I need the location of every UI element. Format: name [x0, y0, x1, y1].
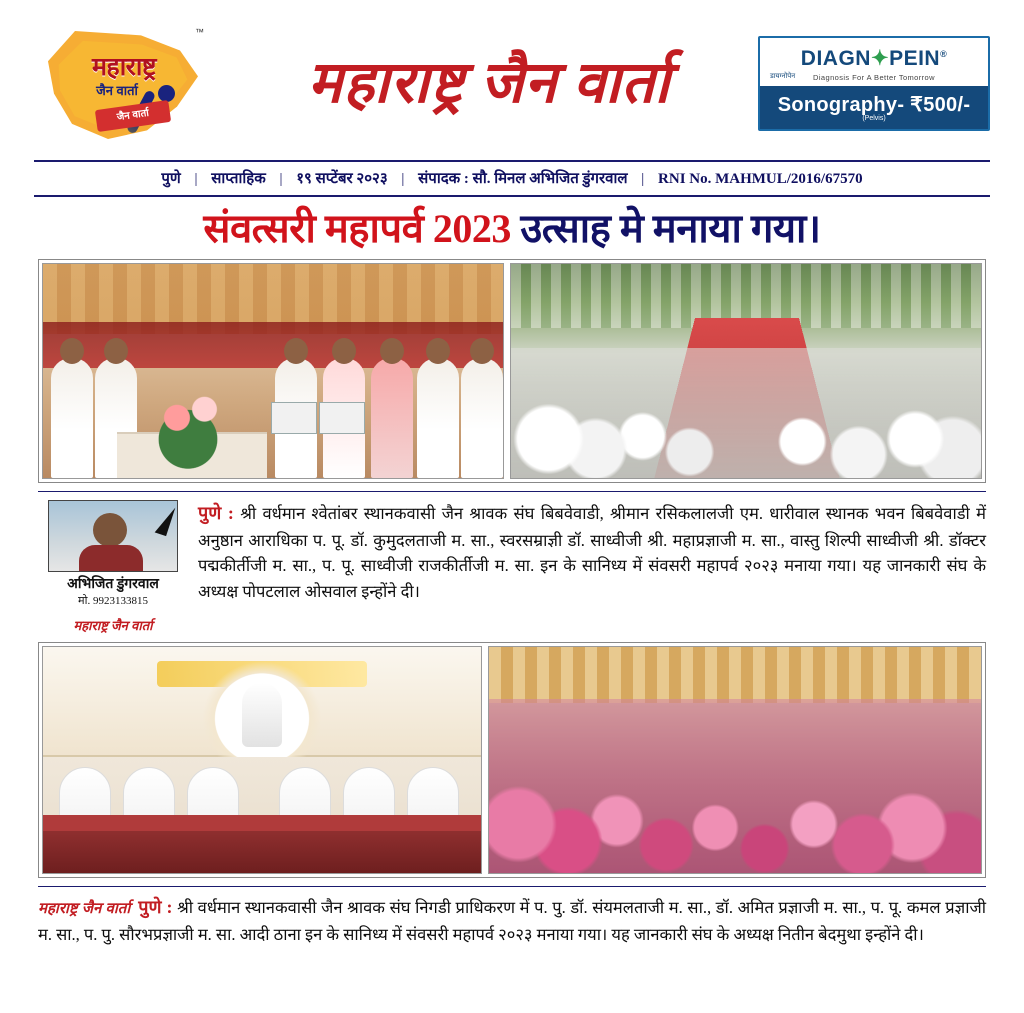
photo-row-top — [38, 259, 986, 483]
article-two-text: श्री वर्धमान स्थानकवासी जैन श्रावक संघ निगडी प्राधिकरण में प. पु. डॉ. संयमलताजी म. सा., डॉ. अमित प्रज्ञाजी म. सा., प. पू. कमल प्रज्ञाजी म. सा., प. पु. सौरभप्रज्ञाजी म. सा. आदी ठाना इन के सानिध्य में संवसरी महापर्व २०२३ मनाया गया। यह जानकारी संघ के अध्यक्ष नितीन बेदमुथा इन्होंने दी। — [38, 898, 986, 944]
info-rni: RNI No. MAHMUL/2016/67570 — [658, 171, 863, 187]
article-two — [38, 886, 986, 947]
byline-paper-name: महाराष्ट्र जैन वार्ता — [73, 618, 153, 633]
registered-mark-icon: ® — [940, 48, 948, 59]
leaf-icon: ✦ — [870, 46, 890, 70]
info-bar — [34, 160, 990, 197]
article-two-dateline: पुणे : — [138, 897, 173, 917]
article-one-text: श्री वर्धमान श्वेतांबर स्थानकवासी जैन श्रावक संघ बिबवेवाडी, श्रीमान रसिकलालजी एम. धारीवाल स्थानक भवन बिबवेवाडी में अनुष्ठान आराधिका प. पू. डॉ. कुमुदलताजी म. सा., स्वरसम्राज्ञी डॉ. साध्वीजी श्री. महाप्रज्ञाजी म. सा., वास्तु शिल्पी साध्वीजी श्री. डॉक्टर पद्मकीर्तीजी म. सा., प. पू. साध्वीजी राजकीर्तीजी म. सा. इन के सानिध्य में संवसरी महापर्व २०२३ मनाया गया। यह जानकारी संघ के अध्यक्ष पोपटलाल ओसवाल इन्होंने दी। — [198, 504, 987, 602]
sadhvis-on-stage-photo — [42, 646, 482, 874]
headline-blue-part: उत्साह मे मनाया गया। — [520, 206, 821, 251]
ad-offer-note: (Pelvis) — [862, 114, 886, 122]
article-two-paper-name: महाराष्ट्र जैन वार्ता — [38, 901, 131, 917]
ad-brand-prefix: DIAGN — [800, 46, 871, 70]
ad-brand-suffix: PEIN — [889, 46, 941, 70]
article-one-body — [198, 500, 986, 634]
main-headline — [34, 207, 990, 251]
byline-card — [38, 500, 188, 634]
pen-nib-icon — [155, 504, 176, 536]
logo-brand-main: महाराष्ट्र — [91, 53, 156, 81]
divider: | — [279, 171, 283, 187]
logo-ribbon: जैन वार्ता — [95, 100, 171, 132]
women-devotees-crowd-photo — [488, 646, 982, 874]
info-date: १९ सप्टेंबर २०२३ — [296, 171, 388, 187]
headline-red-part: संवत्सरी महापर्व 2023 — [203, 206, 511, 251]
photo-row-bottom — [38, 642, 986, 878]
logo-brand-sub: जैन वार्ता — [96, 83, 138, 98]
advertisement-banner[interactable] — [758, 36, 990, 131]
publication-logo — [40, 23, 210, 143]
ad-offer-text: Sonography- ₹500/- — [777, 93, 971, 116]
stage-felicitation-group-photo — [42, 263, 504, 479]
ad-offer-section — [760, 86, 988, 129]
article-one — [38, 491, 986, 634]
byline-mobile: मो. 9923133815 — [78, 595, 148, 607]
ad-tagline: Diagnosis For A Better Tomorrow — [813, 72, 935, 82]
divider: | — [641, 171, 645, 187]
masthead — [0, 0, 1024, 160]
ad-hindi-note: डायग्नोपेन — [770, 72, 796, 80]
info-frequency: साप्ताहिक — [211, 171, 266, 187]
info-editor: संपादक : सौ. मिनल अभिजित डुंगरवाल — [418, 171, 628, 187]
avatar — [48, 500, 178, 572]
page-title: महाराष्ट्र जैन वार्ता — [307, 49, 671, 115]
divider: | — [194, 171, 198, 187]
congregation-hall-photo — [510, 263, 982, 479]
ad-top-section — [760, 38, 988, 86]
info-city: पुणे — [161, 171, 181, 187]
trademark-icon: ™ — [195, 27, 204, 37]
headline-wrapper — [34, 207, 990, 251]
divider: | — [401, 171, 405, 187]
title-block — [210, 49, 758, 115]
article-one-dateline: पुणे : — [198, 503, 234, 523]
ad-brand-name — [766, 46, 982, 71]
byline-name: अभिजित डुंगरवाल — [38, 574, 188, 593]
